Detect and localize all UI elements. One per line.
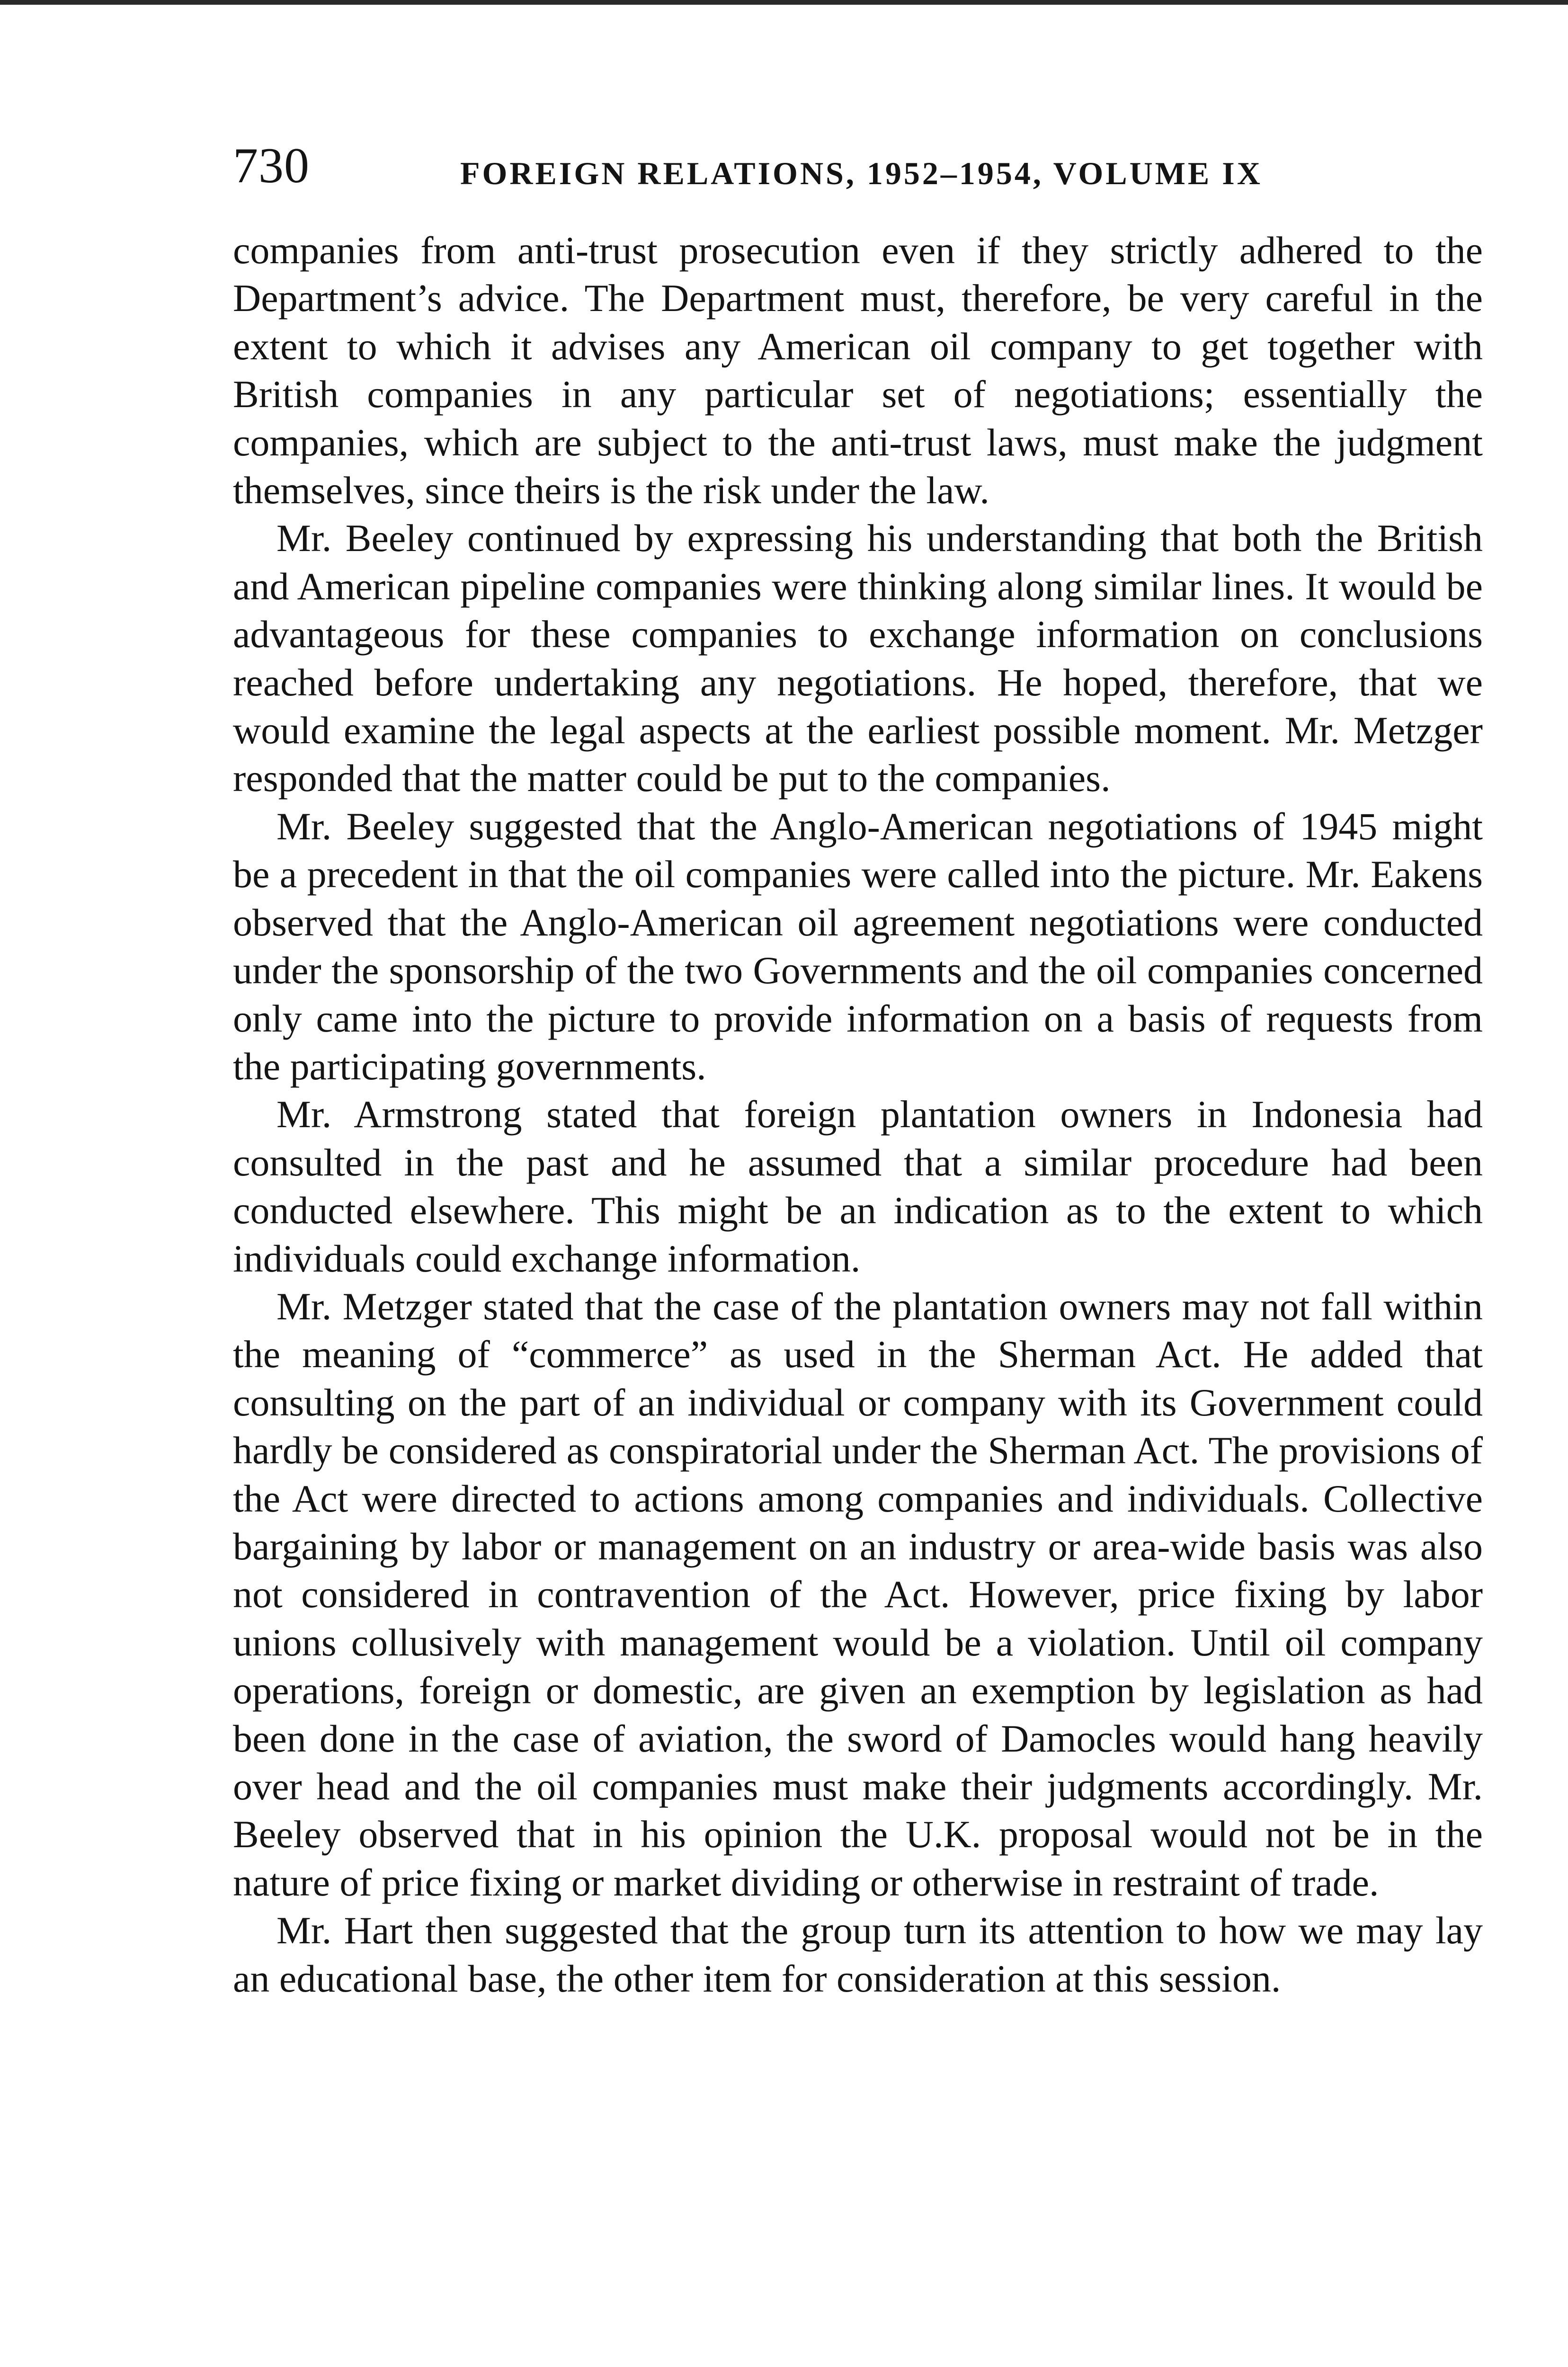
page-top-edge (0, 0, 1568, 5)
paragraph-armstrong: Mr. Armstrong stated that foreign plantation owners in Indonesia had consulted in the past and he assumed that a similar procedure had been conducted elsewhere. This might be an indication as to the extent to which individuals could exchange information. (233, 1093, 1483, 1280)
paragraph-continued: companies from anti-trust prosecution even if they strictly adhered to the Department’s advice. The Department must, therefore, be very careful in the extent to which it advises any American oil company to get together with British companies in any particular set of negotiations; essentially the companies, which are subject to the anti-trust laws, must make the judgment themselves, since theirs is the risk under the law. (233, 229, 1483, 512)
page-number: 730 (233, 138, 310, 193)
paragraph-beeley-pipeline: Mr. Beeley continued by expressing his understanding that both the British and American pipeline companies were thinking along similar lines. It would be advantageous for these companies to exchange information on conclusions reached before undertaking any negotiations. He hoped, therefore, that we would examine the legal aspects at the earliest possible moment. Mr. Metzger responded that the matter could be put to the companies. (233, 516, 1483, 800)
body-text (233, 226, 1483, 2002)
page-header (233, 137, 1483, 204)
running-head: FOREIGN RELATIONS, 1952–1954, VOLUME IX (460, 155, 1263, 191)
paragraph-hart: Mr. Hart then suggested that the group turn its attention to how we may lay an educational base, the other item for consideration at this session. (233, 1909, 1483, 2000)
paragraph-metzger: Mr. Metzger stated that the case of the plantation owners may not fall within the meaning of “commerce” as used in the Sherman Act. He added that consulting on the part of an individual or company with its Government could hardly be considered as conspiratorial under the Sherman Act. The provisions of the Act were directed to actions among companies and individuals. Collective bargaining by labor or management on an industry or area-wide basis was also not considered in contravention of the Act. However, price fixing by labor unions collusively with management would be a violation. Until oil company operations, foreign or domestic, are given an exemption by legislation as had been done in the case of aviation, the sword of Damocles would hang heavily over head and the oil companies must make their judgments accordingly. Mr. Beeley observed that in his opinion the U.K. proposal would not be in the nature of price fixing or market dividing or otherwise in restraint of trade. (233, 1284, 1483, 1904)
paragraph-beeley-precedent: Mr. Beeley suggested that the Anglo-American negotiations of 1945 might be a precedent in that the oil companies were called into the picture. Mr. Eakens observed that the Anglo-American oil agreement negotiations were conducted under the sponsorship of the two Governments and the oil companies concerned only came into the picture to provide information on a basis of requests from the participating governments. (233, 804, 1483, 1088)
